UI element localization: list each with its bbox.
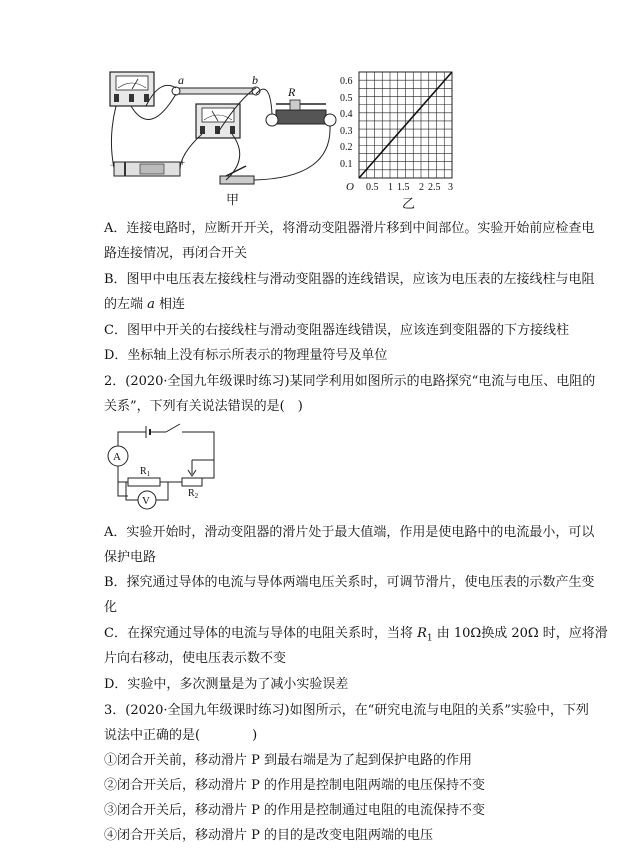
q3-stem-line1: 3．(2020·全国九年级课时练习)如图所示，在“研究电流与电阻的关系”实验中，下列 — [104, 703, 589, 718]
q2-option-b-line1: B．探究通过导体的电流与导体两端电压关系时，可调节滑片，使电压表的示数产生变 — [104, 575, 595, 590]
graph-origin: O — [346, 181, 354, 193]
q2-option-d: D．实验中，多次测量是为了减小实验误差 — [104, 677, 349, 692]
graph-x-ticks — [366, 182, 453, 193]
q1-option-b-text: 的左端 — [104, 297, 148, 312]
q1-option-a-line2: 路连接情况，再闭合开关 — [104, 246, 248, 261]
q2-option-c-text-end: 由 10Ω换成 20Ω 时，应将滑 — [432, 626, 608, 641]
q1-option-a-line1: A．连接电路时，应断开开关，将滑动变阻器滑片移到中间部位。实验开始前应检查电 — [104, 221, 595, 236]
y-tick: 0.5 — [340, 93, 353, 104]
graph-y-ticks — [340, 76, 353, 170]
q3-item-3: ③闭合开关后，移动滑片 P 的作用是控制通过电阻的电流保持不变 — [104, 803, 486, 818]
switch — [220, 166, 254, 184]
q2-option-c-line1 — [104, 625, 608, 648]
q3-stem-line2: 说法中正确的是( ) — [104, 728, 258, 743]
q1-option-b-text-end: 相连 — [154, 297, 186, 312]
q2-option-c-r: R — [417, 626, 427, 641]
circuit-figure-q2 — [104, 420, 224, 516]
svg-text:−: − — [110, 160, 116, 170]
q3-item-4: ④闭合开关后，移动滑片 P 的目的是改变电阻两端的电压 — [104, 828, 434, 843]
q1-option-b-a: a — [147, 297, 155, 312]
y-tick: 0.1 — [340, 159, 353, 170]
label-a: a — [178, 73, 184, 87]
q1-option-c: C．图甲中开关的右接线柱与滑动变阻器连线错误，应该连到变阻器的下方接线柱 — [104, 323, 569, 338]
q2-stem-line2: 关系”，下列有关说法错误的是( ) — [104, 399, 303, 414]
q2-option-c-text: C．在探究通过导体的电流与导体的电阻关系时，当将 — [104, 626, 418, 641]
q2-stem-line1: 2．(2020·全国九年级课时练习)某同学利用如图所示的电路探究“电流与电压、电阻的 — [104, 374, 596, 389]
ammeter-label: A — [113, 451, 121, 463]
voltmeter-left — [110, 72, 154, 106]
x-tick: 2 — [419, 182, 424, 193]
q1-option-d: D．坐标轴上没有标示所表示的物理量符号及单位 — [104, 348, 388, 363]
resistance-wire-ab — [172, 87, 260, 95]
caption-yi: 乙 — [402, 196, 416, 210]
rheostat-R — [266, 100, 336, 126]
q1-option-b-line1: B．图甲中电压表左接线柱与滑动变阻器的连线错误，应该为电压表的左接线柱与电阻 — [104, 272, 595, 287]
y-tick: 0.3 — [340, 126, 353, 137]
circuit-figure-jia — [100, 58, 340, 208]
q2-option-c-sub: 1 — [426, 633, 433, 644]
caption-jia: 甲 — [226, 192, 240, 207]
x-tick: 1.5 — [397, 182, 410, 193]
x-tick: 3 — [448, 182, 453, 193]
q2-option-c-line2: 片向右移动，使电压表示数不变 — [104, 651, 287, 666]
graph-yi — [340, 60, 460, 210]
q2-option-b-line2: 化 — [104, 600, 118, 615]
x-tick: 2.5 — [428, 182, 441, 193]
x-tick: 0.5 — [366, 182, 379, 193]
y-tick: 0.2 — [340, 142, 353, 153]
battery — [110, 158, 185, 176]
label-R: R — [288, 85, 296, 99]
q3-item-1: ①闭合开关前，移动滑片 P 到最右端是为了起到保护电路的作用 — [104, 753, 473, 768]
q1-option-b-line2 — [104, 296, 185, 314]
svg-text:+: + — [180, 158, 186, 168]
r1-label: $R_1$ — [140, 466, 151, 478]
y-tick: 0.6 — [340, 76, 353, 87]
voltmeter-label: V — [142, 495, 150, 507]
q2-option-a-line1: A．实验开始时，滑动变阻器的滑片处于最大值端，作用是使电路中的电流最小，可以 — [104, 525, 595, 540]
label-b: b — [252, 73, 258, 87]
y-tick: 0.4 — [340, 109, 353, 120]
x-tick: 1 — [388, 182, 393, 193]
r2-label: $R_2$ — [188, 488, 199, 500]
q2-option-a-line2: 保护电路 — [104, 550, 157, 565]
q3-item-2: ②闭合开关后，移动滑片 P 的作用是控制电阻两端的电压保持不变 — [104, 778, 486, 793]
